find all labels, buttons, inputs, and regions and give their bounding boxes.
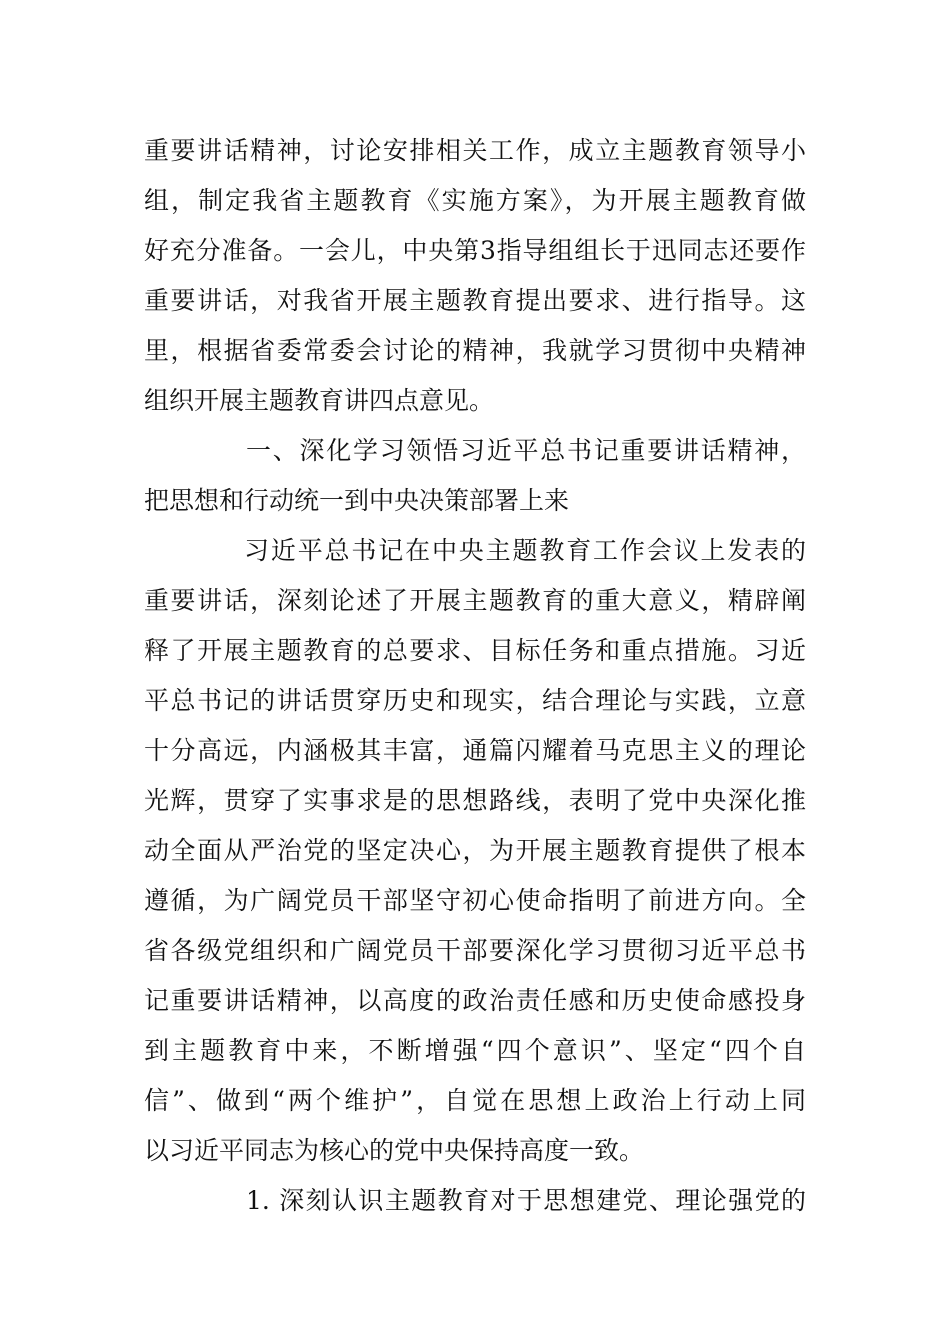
paragraph-line: 组，制定我省主题教育《实施方案》，为开展主题教育做 xyxy=(144,186,806,215)
paragraph-line: 以习近平同志为核心的党中央保持高度一致。 xyxy=(144,1136,645,1165)
paragraph-line: 动全面从严治党的坚定决心，为开展主题教育提供了根本 xyxy=(144,836,806,865)
paragraph-line: 好充分准备。一会儿，中央第3指导组组长于迅同志还要作 xyxy=(144,236,806,265)
paragraph-line: 重要讲话，深刻论述了开展主题教育的重大意义，精辟阐 xyxy=(144,586,806,615)
section-heading-line: 把思想和行动统一到中央决策部署上来 xyxy=(144,486,570,515)
paragraph-line: 十分高远，内涵极其丰富，通篇闪耀着马克思主义的理论 xyxy=(144,736,806,765)
paragraph-line: 光辉，贯穿了实事求是的思想路线，表明了党中央深化推 xyxy=(144,786,806,815)
paragraph-line: 记重要讲话精神，以高度的政治责任感和历史使命感投身 xyxy=(144,986,806,1015)
numbered-item-line: 1. 深刻认识主题教育对于思想建党、理论强党的 xyxy=(246,1186,806,1215)
paragraph-line: 重要讲话精神，讨论安排相关工作，成立主题教育领导小 xyxy=(144,136,806,165)
paragraph-line: 习近平总书记在中央主题教育工作会议上发表的 xyxy=(244,536,806,565)
paragraph-line: 遵循，为广阔党员干部坚守初心使命指明了前进方向。全 xyxy=(144,886,806,915)
paragraph-line: 信”、做到“两个维护”，自觉在思想上政治上行动上同 xyxy=(144,1086,806,1115)
paragraph-line: 释了开展主题教育的总要求、目标任务和重点措施。习近 xyxy=(144,636,806,665)
paragraph-line: 平总书记的讲话贯穿历史和现实，结合理论与实践，立意 xyxy=(144,686,806,715)
paragraph-line: 到主题教育中来，不断增强“四个意识”、坚定“四个自 xyxy=(144,1036,806,1065)
paragraph-line: 重要讲话，对我省开展主题教育提出要求、进行指导。这 xyxy=(144,286,806,315)
paragraph-line: 里，根据省委常委会讨论的精神，我就学习贯彻中央精神 xyxy=(144,336,806,365)
paragraph-line: 组织开展主题教育讲四点意见。 xyxy=(144,386,495,415)
document-body xyxy=(144,126,806,1226)
section-heading-line: 一、深化学习领悟习近平总书记重要讲话精神， xyxy=(246,436,806,465)
paragraph-line: 省各级党组织和广阔党员干部要深化学习贯彻习近平总书 xyxy=(144,936,806,965)
